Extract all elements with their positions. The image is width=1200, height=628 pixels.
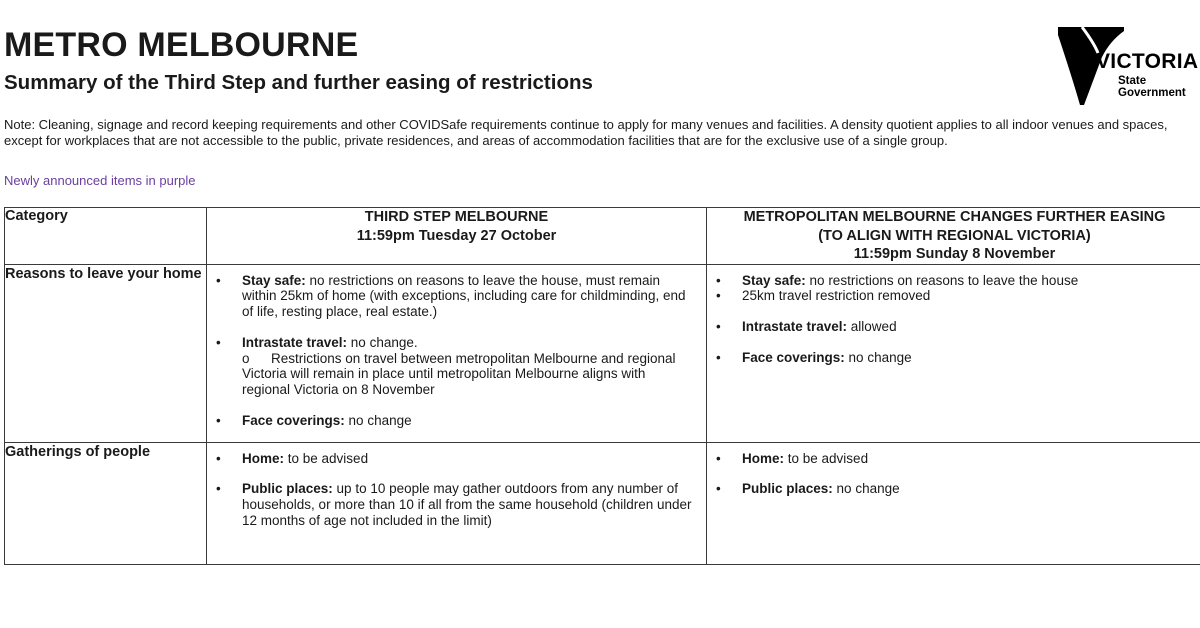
logo-state-text: State	[1118, 75, 1147, 87]
victoria-government-logo	[1058, 27, 1198, 107]
further-easing-title-line2: (TO ALIGN WITH REGIONAL VICTORIA)	[818, 227, 1091, 244]
list-item: • Intrastate travel: no change. o Restrictions on travel between metropolitan Melbourne and regional Victoria will remain in place until metropolitan Melbourne aligns with regional Victoria on 8 November	[213, 335, 696, 398]
purple-legend-note: Newly announced items in purple	[4, 173, 196, 188]
table-row	[5, 442, 1200, 564]
list-item: • Face coverings: no change	[716, 349, 912, 365]
list-item: • Home: to be advised	[216, 450, 369, 466]
page-subtitle: Summary of the Third Step and further easing of restrictions	[4, 71, 593, 94]
further-easing-header	[707, 208, 1200, 265]
third-step-cell	[207, 442, 707, 564]
list-item: • Intrastate travel: allowed	[716, 319, 897, 335]
further-easing-date: 11:59pm Sunday 8 November	[853, 246, 1056, 262]
category-header: Category	[5, 208, 207, 265]
table-header-row	[5, 208, 1200, 265]
list-item: • Stay safe: no restrictions on reasons to leave the house, must remain within 25km of home (with exceptions, including care for childminding, end of life, resting place, real estate.)	[216, 272, 686, 320]
logo-brand-text: VICTORIA	[1096, 50, 1199, 73]
logo-government-text: Government	[1118, 87, 1186, 99]
list-item: • Home: to be advised	[716, 450, 869, 466]
list-item: • 25km travel restriction removed	[716, 288, 931, 304]
further-easing-title-line1: METROPOLITAN MELBOURNE CHANGES FURTHER EASING	[743, 209, 1166, 225]
restrictions-table	[4, 207, 1200, 565]
list-item: • Stay safe: no restrictions on reasons to leave the house	[716, 272, 1079, 288]
note-paragraph: Note: Cleaning, signage and record keeping requirements and other COVIDSafe requirements continue to apply for many venues and facilities. A density quotient applies to all indoor venues and spaces, except for workplaces that are not accessible to the public, private residences, and areas of accommodation facilities that are for the exclusive use of a single group.	[4, 117, 1168, 148]
list-item: • Face coverings: no change	[216, 413, 412, 429]
further-easing-cell	[707, 442, 1200, 564]
third-step-date: 11:59pm Tuesday 27 October	[356, 227, 557, 244]
list-item: • Public places: no change	[716, 481, 900, 497]
list-item: • Public places: up to 10 people may gather outdoors from any number of households, or more than 10 if all from the same household (children under 12 months of age not included in the limit)	[216, 481, 692, 528]
table-row	[5, 264, 1200, 442]
category-cell: Gatherings of people	[5, 442, 207, 564]
third-step-header	[207, 208, 707, 265]
third-step-cell	[207, 264, 707, 442]
page-title: METRO MELBOURNE	[4, 26, 359, 64]
category-cell: Reasons to leave your home	[5, 264, 207, 442]
sub-list-item: o Restrictions on travel between metropolitan Melbourne and regional Victoria will remain in place until metropolitan Melbourne aligns with regional Victoria on 8 November	[242, 350, 676, 398]
further-easing-cell	[707, 264, 1200, 442]
third-step-title: THIRD STEP MELBOURNE	[364, 209, 549, 225]
